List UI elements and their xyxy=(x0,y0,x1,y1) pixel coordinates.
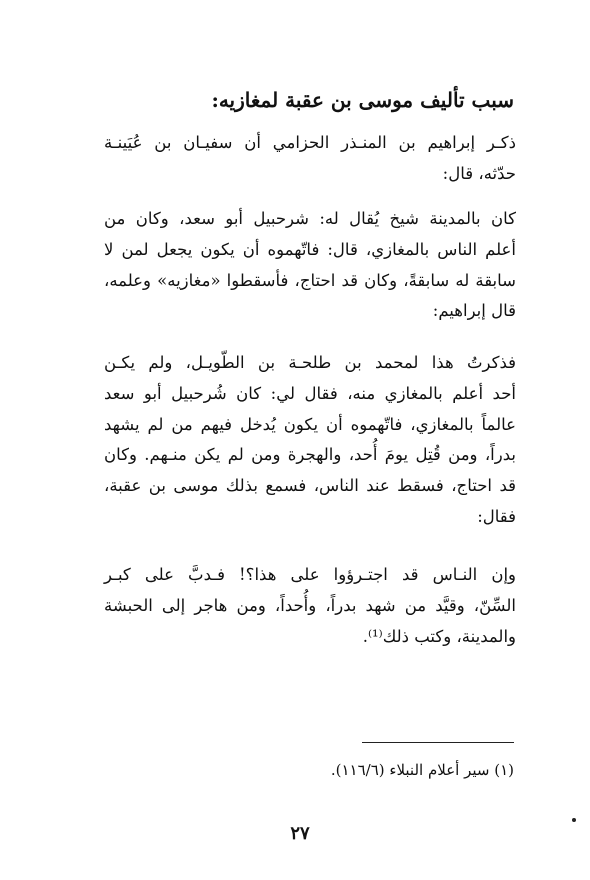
paragraph-2 xyxy=(104,204,516,327)
footnote-divider xyxy=(362,742,514,743)
scan-speck xyxy=(572,818,576,822)
paragraph-line: قال إبراهيم: xyxy=(432,301,516,321)
paragraph-line: عالماً بالمغازي، فاتّهموه أن يكون يُدخل فيهم من لم يشهد xyxy=(104,414,516,434)
paragraph-3 xyxy=(104,348,516,533)
paragraph-line: وإن النـاس قد اجتـرؤوا على هذا؟! فـدبَّ على كبـر xyxy=(104,565,516,584)
paragraph-line: حدّثه، قال: xyxy=(442,163,516,183)
paragraph-line: قد احتاج، فسقط عند الناس، فسمع بذلك موسى بن عقبة، xyxy=(104,476,516,496)
paragraph-line: فذكرتُ هذا لمحمد بن طلحـة بن الطّويـل، ولم يكـن xyxy=(104,353,516,372)
paragraph-line: سابقة له سابقةً، وكان قد احتاج، فأسقطوا «مغازيه» وعلمه، xyxy=(104,270,516,290)
paragraph-line: ذكـر إبراهيم بن المنـذر الحزامي أن سفيـان بن عُيَينـة xyxy=(104,133,516,152)
paragraph-line: أحد أعلم بالمغازي منه، فقال لي: كان شُرحبيل أبو سعد xyxy=(104,383,516,403)
footnote: (١) سير أعلام النبلاء (١١٦/٦). xyxy=(330,761,514,779)
paragraph-line: بدراً، ومن قُتِل يومَ أُحد، والهجرة ومن لم يكن منـهم. وكان xyxy=(104,445,516,465)
paragraph-line: فقال: xyxy=(477,506,516,526)
paragraph-line: والمدينة، وكتب ذلك⁽¹⁾. xyxy=(362,626,516,646)
paragraph-line: السِّنّ، وقيَّد من شهد بدراً، وأُحداً، ومن هاجر إلى الحبشة xyxy=(104,595,516,615)
paragraph-line: أعلم الناس بالمغازي، قال: فاتّهموه أن يكون يجعل لمن لا xyxy=(104,239,516,259)
paragraph-1 xyxy=(104,128,516,190)
section-heading: سبب تأليف موسى بن عقبة لمغازيه: xyxy=(211,88,514,112)
paragraph-4 xyxy=(104,560,516,652)
page-number: ٢٧ xyxy=(290,823,310,844)
paragraph-line: كان بالمدينة شيخ يُقال له: شرحبيل أبو سعد، وكان من xyxy=(104,209,516,228)
